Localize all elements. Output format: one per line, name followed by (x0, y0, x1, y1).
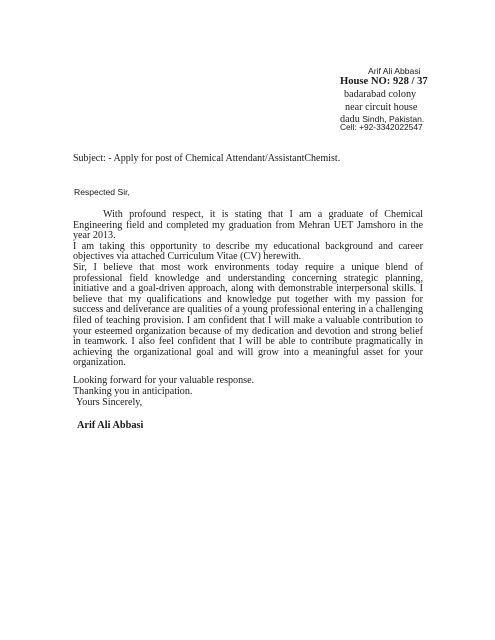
sender-house: House NO: 928 / 37 (340, 76, 428, 87)
subject-line: Subject: - Apply for post of Chemical Attendant/AssistantChemist. (73, 153, 341, 164)
sender-address-line2: near circuit house (345, 102, 418, 113)
letter-body (73, 210, 423, 369)
sender-region: Sindh, Pakistan. (359, 114, 425, 124)
sender-name: Arif Ali Abbasi (368, 66, 421, 76)
closing-line-2: Thanking you in anticipation. (73, 386, 193, 397)
closing-block (73, 375, 254, 408)
body-paragraph-1: With profound respect, it is stating that I am a graduate of Chemical Engineering field and completed my graduation from Mehran UET Jamshoro in the year 2013. (73, 209, 423, 242)
body-paragraph-3: Sir, I believe that most work environments today require a unique blend of professional field knowledge and understanding concerning strategic planning, initiative and a goal-driven approach, along with demonstrable interpersonal skills. I believe that my qualifications and knowledge put together with my passion for success and deliverance are qualities of a young professional entering in a challenging filed of teaching provision. I am confident that I will make a valuable contribution to your esteemed organization because of my dedication and devotion and strong belief in teamwork. I also feel confident that I will be able to contribute pragmatically in achieving the organizational goal and will grow into a meaningful asset for your organization. (73, 261, 423, 369)
closing-line-1: Looking forward for your valuable response. (73, 375, 255, 386)
sender-cell: Cell: +92-3342022547 (340, 122, 423, 132)
body-paragraph-2: I am taking this opportunity to describe my educational background and career objectives via attached Curriculum Vitae (CV) herewith. (73, 240, 423, 263)
salutation: Respected Sir, (74, 187, 130, 197)
sender-address-line1: badarabad colony (344, 89, 417, 100)
signature-name: Arif Ali Abbasi (77, 420, 144, 431)
sender-city: dadu (340, 114, 360, 125)
closing-line-3: Yours Sincerely, (76, 397, 143, 408)
